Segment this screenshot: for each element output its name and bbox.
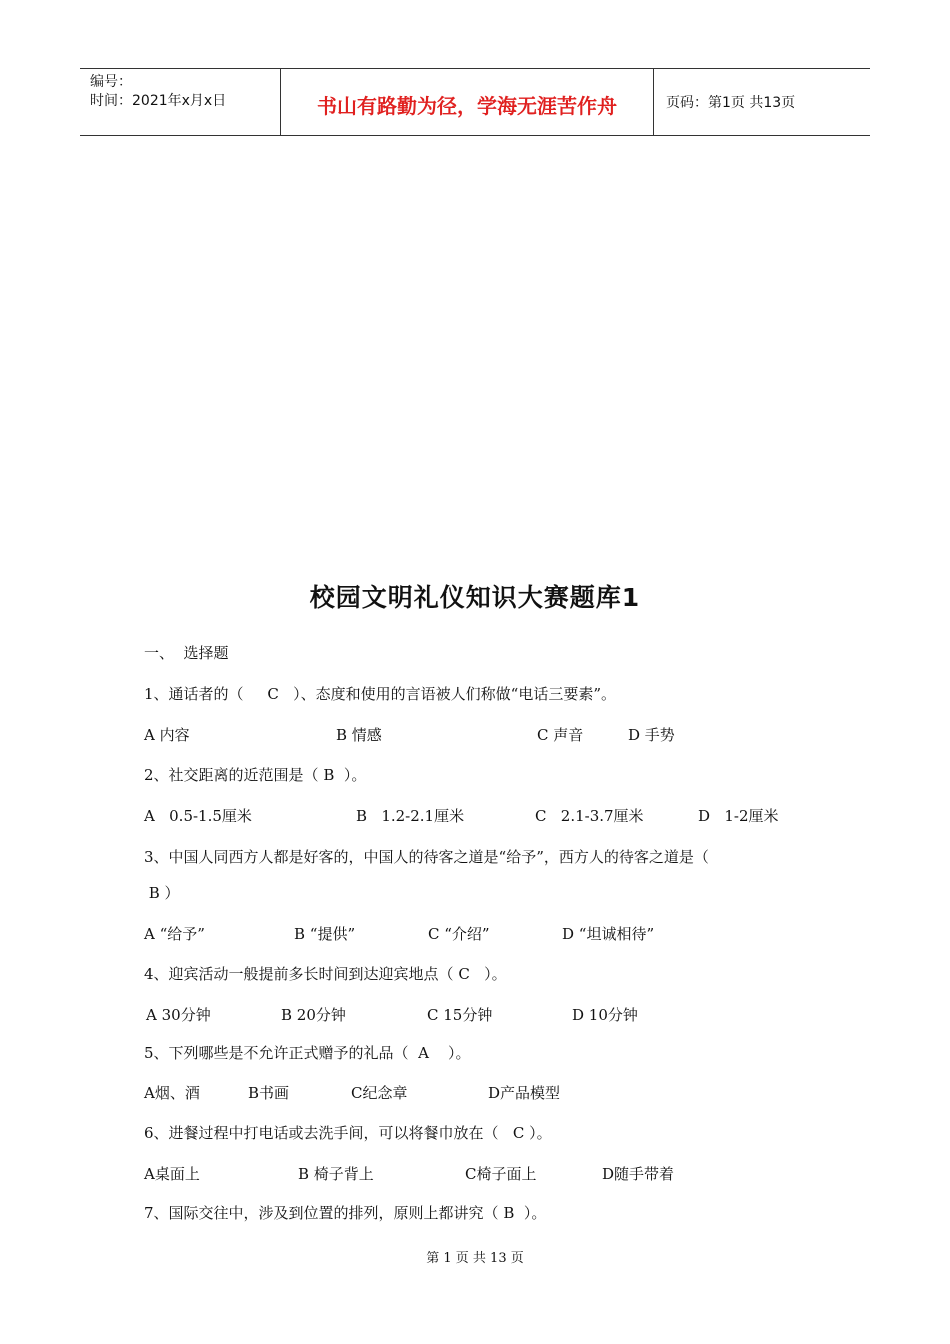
q4-option-b: B 20分钟 <box>281 1006 346 1024</box>
q1-option-c: C 声音 <box>537 726 584 744</box>
question-3-answer: B ） <box>144 884 180 902</box>
header-time-label: 时间：2021年x月x日 <box>90 93 227 109</box>
q1-option-a: A 内容 <box>144 726 190 744</box>
q3-option-c: C “介绍” <box>428 925 490 943</box>
header-motto: 书山有路勤为径，学海无涯苦作舟 <box>281 69 654 135</box>
question-2: 2、社交距离的近范围是（ B ）。 <box>144 766 367 784</box>
q3-option-b: B “提供” <box>294 925 356 943</box>
q2-option-c: C 2.1-3.7厘米 <box>535 807 644 825</box>
page-header <box>80 68 870 136</box>
page-footer: 第 1 页 共 13 页 <box>426 1251 524 1266</box>
q5-option-a: A烟、酒 <box>144 1084 200 1102</box>
header-page-info: 页码：第1页 共13页 <box>666 95 796 111</box>
q2-option-d: D 1-2厘米 <box>698 807 779 825</box>
q2-option-a: A 0.5-1.5厘米 <box>144 807 252 825</box>
section-heading: 一、 选择题 <box>144 644 229 662</box>
q5-option-d: D产品模型 <box>488 1084 561 1102</box>
q3-option-a: A “给予” <box>144 925 205 943</box>
question-1: 1、通话者的（ C ）、态度和使用的言语被人们称做“电话三要素”。 <box>144 685 617 703</box>
question-5: 5、下列哪些是不允许正式赠予的礼品（ A ）。 <box>144 1044 471 1062</box>
question-3: 3、中国人同西方人都是好客的，中国人的待客之道是“给予”，西方人的待客之道是（ <box>144 848 709 866</box>
header-number-label: 编号： <box>90 74 132 90</box>
q6-option-a: A桌面上 <box>144 1165 200 1183</box>
q6-option-b: B 椅子背上 <box>298 1165 374 1183</box>
question-7: 7、国际交往中，涉及到位置的排列，原则上都讲究（ B ）。 <box>144 1204 547 1222</box>
q5-option-b: B书画 <box>248 1084 290 1102</box>
q4-option-a: A 30分钟 <box>146 1006 211 1024</box>
q6-option-d: D随手带着 <box>602 1165 675 1183</box>
q4-option-c: C 15分钟 <box>427 1006 493 1024</box>
q1-option-b: B 情感 <box>336 726 382 744</box>
q1-option-d: D 手势 <box>628 726 675 744</box>
q3-option-d: D “坦诚相待” <box>562 925 655 943</box>
q2-option-b: B 1.2-2.1厘米 <box>356 807 465 825</box>
question-6: 6、进餐过程中打电话或去洗手间，可以将餐巾放在（ C ）。 <box>144 1124 552 1142</box>
q6-option-c: C椅子面上 <box>465 1165 537 1183</box>
header-meta <box>80 69 281 135</box>
document-title: 校园文明礼仪知识大赛题库1 <box>309 583 641 612</box>
question-4: 4、迎宾活动一般提前多长时间到达迎宾地点（ C ）。 <box>144 965 507 983</box>
q4-option-d: D 10分钟 <box>572 1006 638 1024</box>
q5-option-c: C纪念章 <box>351 1084 408 1102</box>
